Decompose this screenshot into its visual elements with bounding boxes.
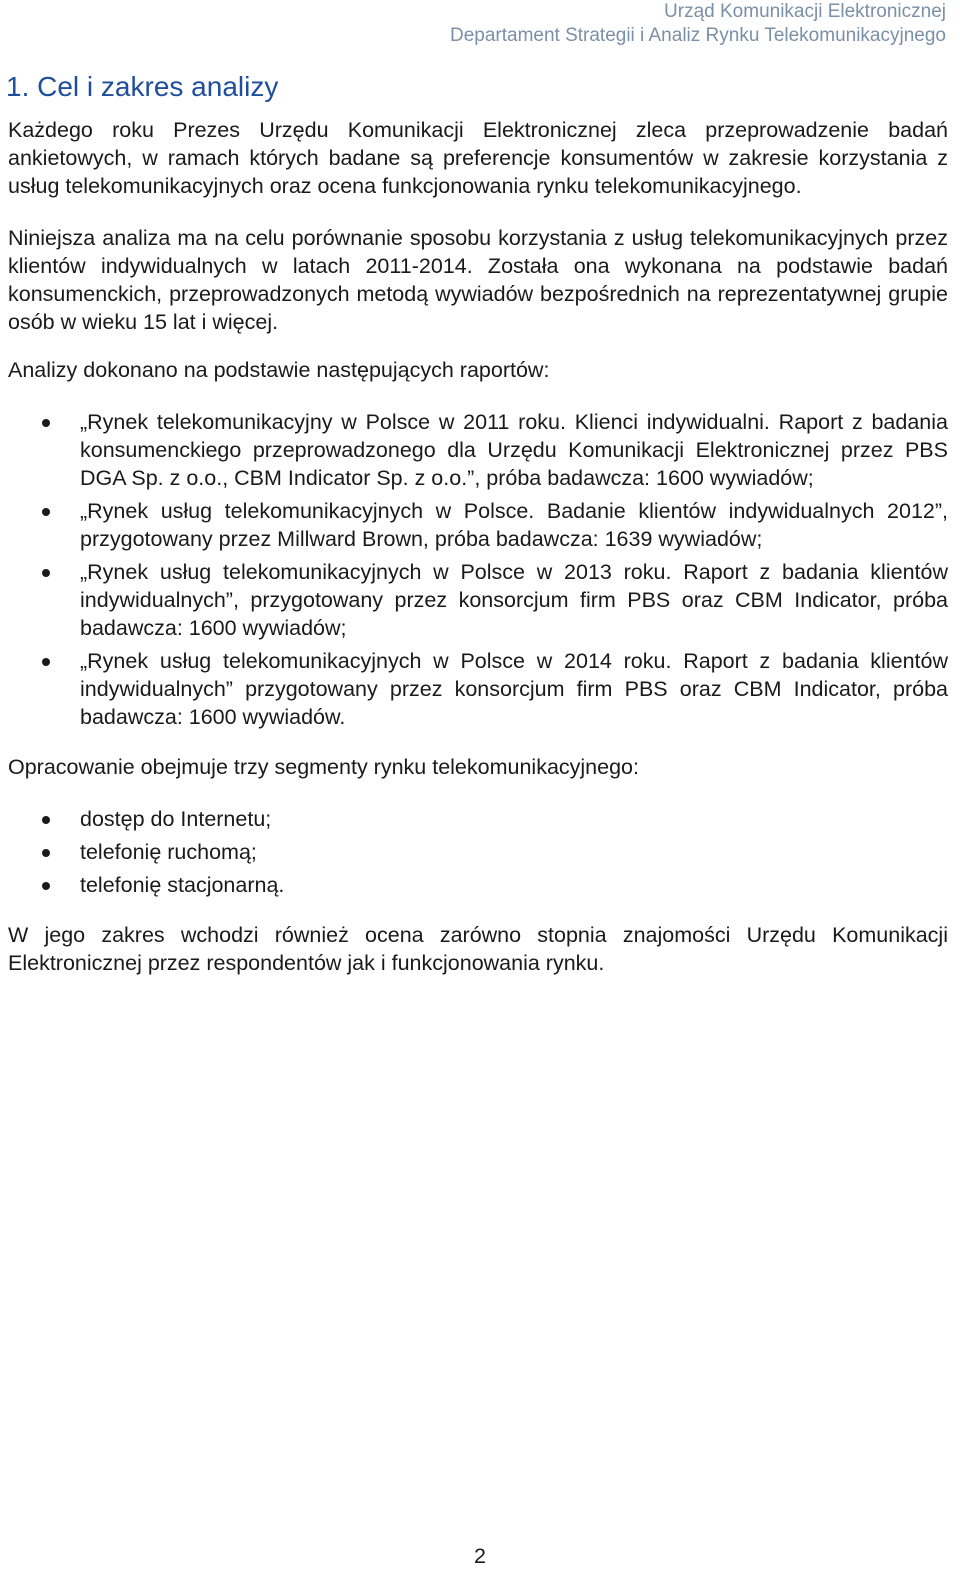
reports-list — [8, 408, 948, 731]
list-item: „Rynek usług telekomunikacyjnych w Polsce w 2013 roku. Raport z badania klientów indywidualnych”, przygotowany przez konsorcjum firm PBS oraz CBM Indicator, próba badawcza: 1600 wywiadów; — [8, 558, 948, 642]
segments-list — [8, 805, 948, 899]
purpose-paragraph: Niniejsza analiza ma na celu porównanie sposobu korzystania z usług telekomunikacyjnych przez klientów indywidualnych w latach 2011-2014. Została ona wykonana na podstawie badań konsumenckich, przeprowadzonych metodą wywiadów bezpośrednich na reprezentatywnej grupie osób w wieku 15 lat i więcej. — [8, 226, 948, 334]
segments-intro-paragraph: Opracowanie obejmuje trzy segmenty rynku telekomunikacyjnego: — [8, 755, 639, 779]
list-item: „Rynek usług telekomunikacyjnych w Polsce. Badanie klientów indywidualnych 2012”, przygotowany przez Millward Brown, próba badawcza: 1639 wywiadów; — [8, 497, 948, 553]
list-item: „Rynek usług telekomunikacyjnych w Polsce w 2014 roku. Raport z badania klientów indywidualnych” przygotowany przez konsorcjum firm PBS oraz CBM Indicator, próba badawcza: 1600 wywiadów. — [8, 647, 948, 731]
intro-paragraph: Każdego roku Prezes Urzędu Komunikacji Elektronicznej zleca przeprowadzenie badań ankietowych, w ramach których badane są preferencje konsumentów w zakresie korzystania z usług telekomunikacyjnych oraz ocena funkcjonowania rynku telekomunikacyjnego. — [8, 118, 948, 198]
list-item: telefonię stacjonarną. — [8, 871, 948, 899]
header-department: Departament Strategii i Analiz Rynku Telekomunikacyjnego — [449, 25, 946, 46]
page-number: 2 — [474, 1544, 486, 1568]
list-item: „Rynek telekomunikacyjny w Polsce w 2011 roku. Klienci indywidualni. Raport z badania konsumenckiego przeprowadzonego dla Urzędu Komunikacji Elektronicznej przez PBS DGA Sp. z o.o., CBM Indicator Sp. z o.o.”, próba badawcza: 1600 wywiadów; — [8, 408, 948, 492]
section-title: 1. Cel i zakres analizy — [6, 71, 279, 102]
page-header — [450, 0, 946, 48]
document-body — [8, 116, 948, 1001]
reports-intro-paragraph: Analizy dokonano na podstawie następujących raportów: — [8, 358, 550, 382]
list-item: telefonię ruchomą; — [8, 838, 948, 866]
header-institution: Urząd Komunikacji Elektronicznej — [664, 1, 946, 22]
scope-paragraph: W jego zakres wchodzi również ocena zarówno stopnia znajomości Urzędu Komunikacji Elektronicznej przez respondentów jak i funkcjonowania rynku. — [8, 923, 948, 975]
list-item: dostęp do Internetu; — [8, 805, 948, 833]
